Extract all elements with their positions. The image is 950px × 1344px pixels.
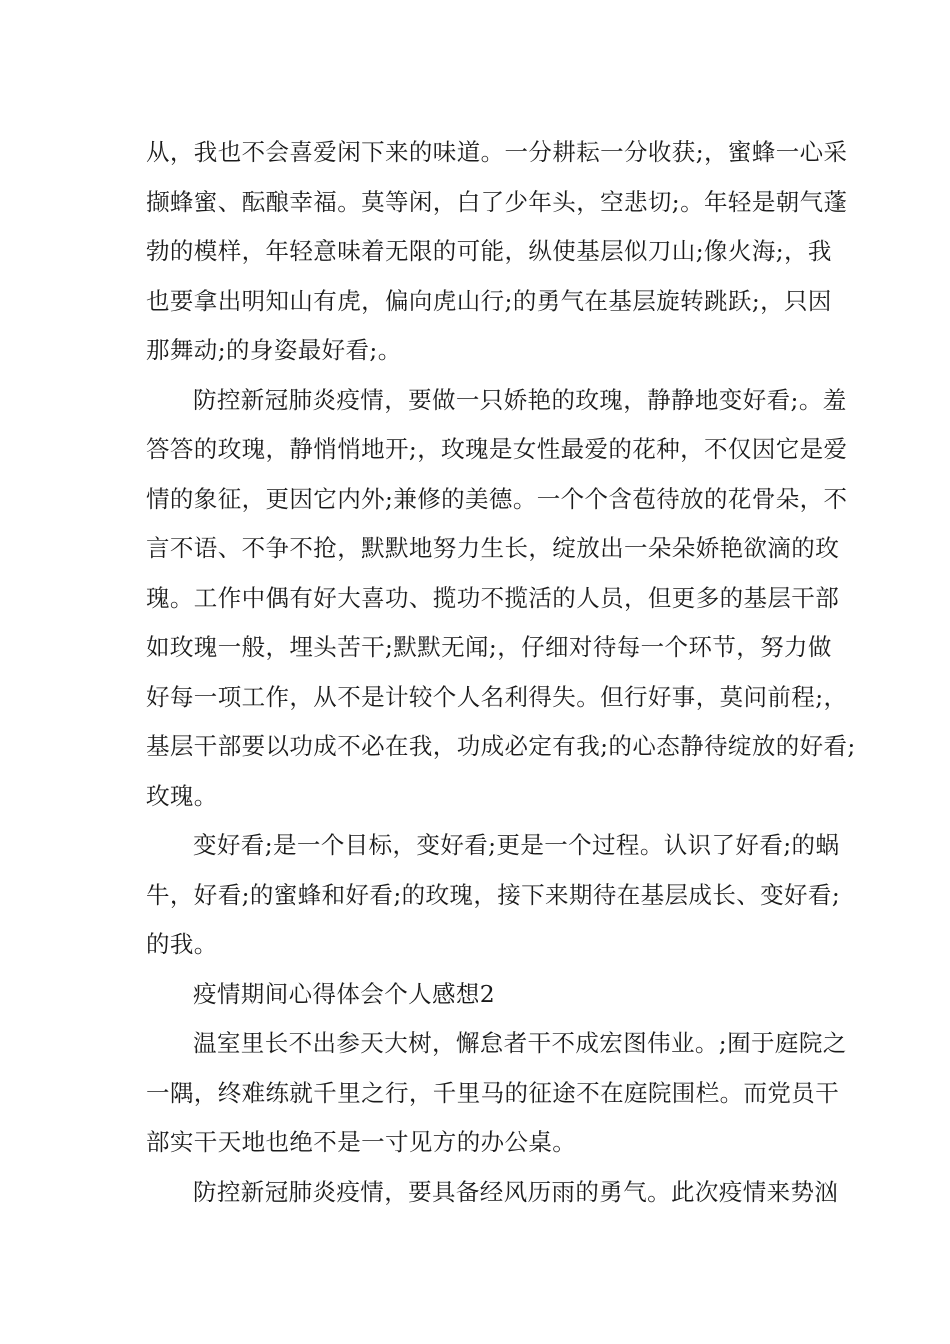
paragraph-greenhouse [146, 1019, 847, 1168]
text-line: 从，我也不会喜爱闲下来的味道。一分耕耘一分收获;，蜜蜂一心采 [146, 138, 848, 166]
text-line: 那舞动;的身姿最好看;。 [146, 336, 402, 364]
text-line: 牛，好看;的蜜蜂和好看;的玫瑰，接下来期待在基层成长、变好看; [146, 880, 841, 909]
text-line: 的我。 [146, 930, 218, 958]
text-line: 瑰。工作中偶有好大喜功、揽功不揽活的人员，但更多的基层干部 [146, 583, 840, 612]
text-line: 勃的模样，年轻意味着无限的可能，纵使基层似刀山;像火海;，我 [146, 237, 832, 265]
text-line: 答答的玫瑰，静悄悄地开;，玫瑰是女性最爱的花种，不仅因它是爱 [146, 435, 848, 463]
paragraph-courage [146, 1168, 839, 1218]
text-line: 情的象征，更因它内外;兼修的美德。一个个含苞待放的花骨朵，不 [146, 484, 848, 513]
paragraph-rose [146, 376, 856, 822]
text-line: 一隅，终难练就千里之行，千里马的征途不在庭院围栏。而党员干 [146, 1078, 840, 1107]
text-line: 防控新冠肺炎疫情，要做一只娇艳的玫瑰，静静地变好看;。羞 [193, 385, 847, 414]
text-line: 基层干部要以功成不必在我，功成必定有我;的心态静待绽放的好看; [146, 732, 856, 760]
text-line: 撷蜂蜜、酝酿幸福。莫等闲，白了少年头，空悲切;。年轻是朝气蓬 [146, 187, 848, 216]
text-line: 言不语、不争不抢，默默地努力生长，绽放出一朵朵娇艳欲滴的玫 [146, 534, 840, 562]
text-line: 如玫瑰一般，埋头苦干;默默无闻;，仔细对待每一个环节，努力做 [146, 633, 832, 661]
text-line: 也要拿出明知山有虎，偏向虎山行;的勇气在基层旋转跳跃;，只因 [146, 286, 832, 315]
text-line: 好每一项工作，从不是计较个人名利得失。但行好事，莫问前程;， [146, 682, 848, 711]
paragraph-continuation [146, 128, 848, 376]
paragraph-conclusion [146, 821, 841, 970]
section-heading [146, 970, 822, 1020]
text-line: 防控新冠肺炎疫情，要具备经风历雨的勇气。此次疫情来势汹 [193, 1177, 839, 1206]
text-line: 温室里长不出参天大树，懈怠者干不成宏图伟业。;囿于庭院之 [193, 1029, 847, 1057]
text-line: 变好看;是一个目标，变好看;更是一个过程。认识了好看;的蜗 [193, 831, 840, 859]
document-body [146, 128, 856, 1217]
heading-line: 疫情期间心得体会个人感想2 [193, 979, 496, 1008]
text-line: 部实干天地也绝不是一寸见方的办公桌。 [146, 1128, 577, 1156]
text-line: 玫瑰。 [146, 781, 218, 810]
